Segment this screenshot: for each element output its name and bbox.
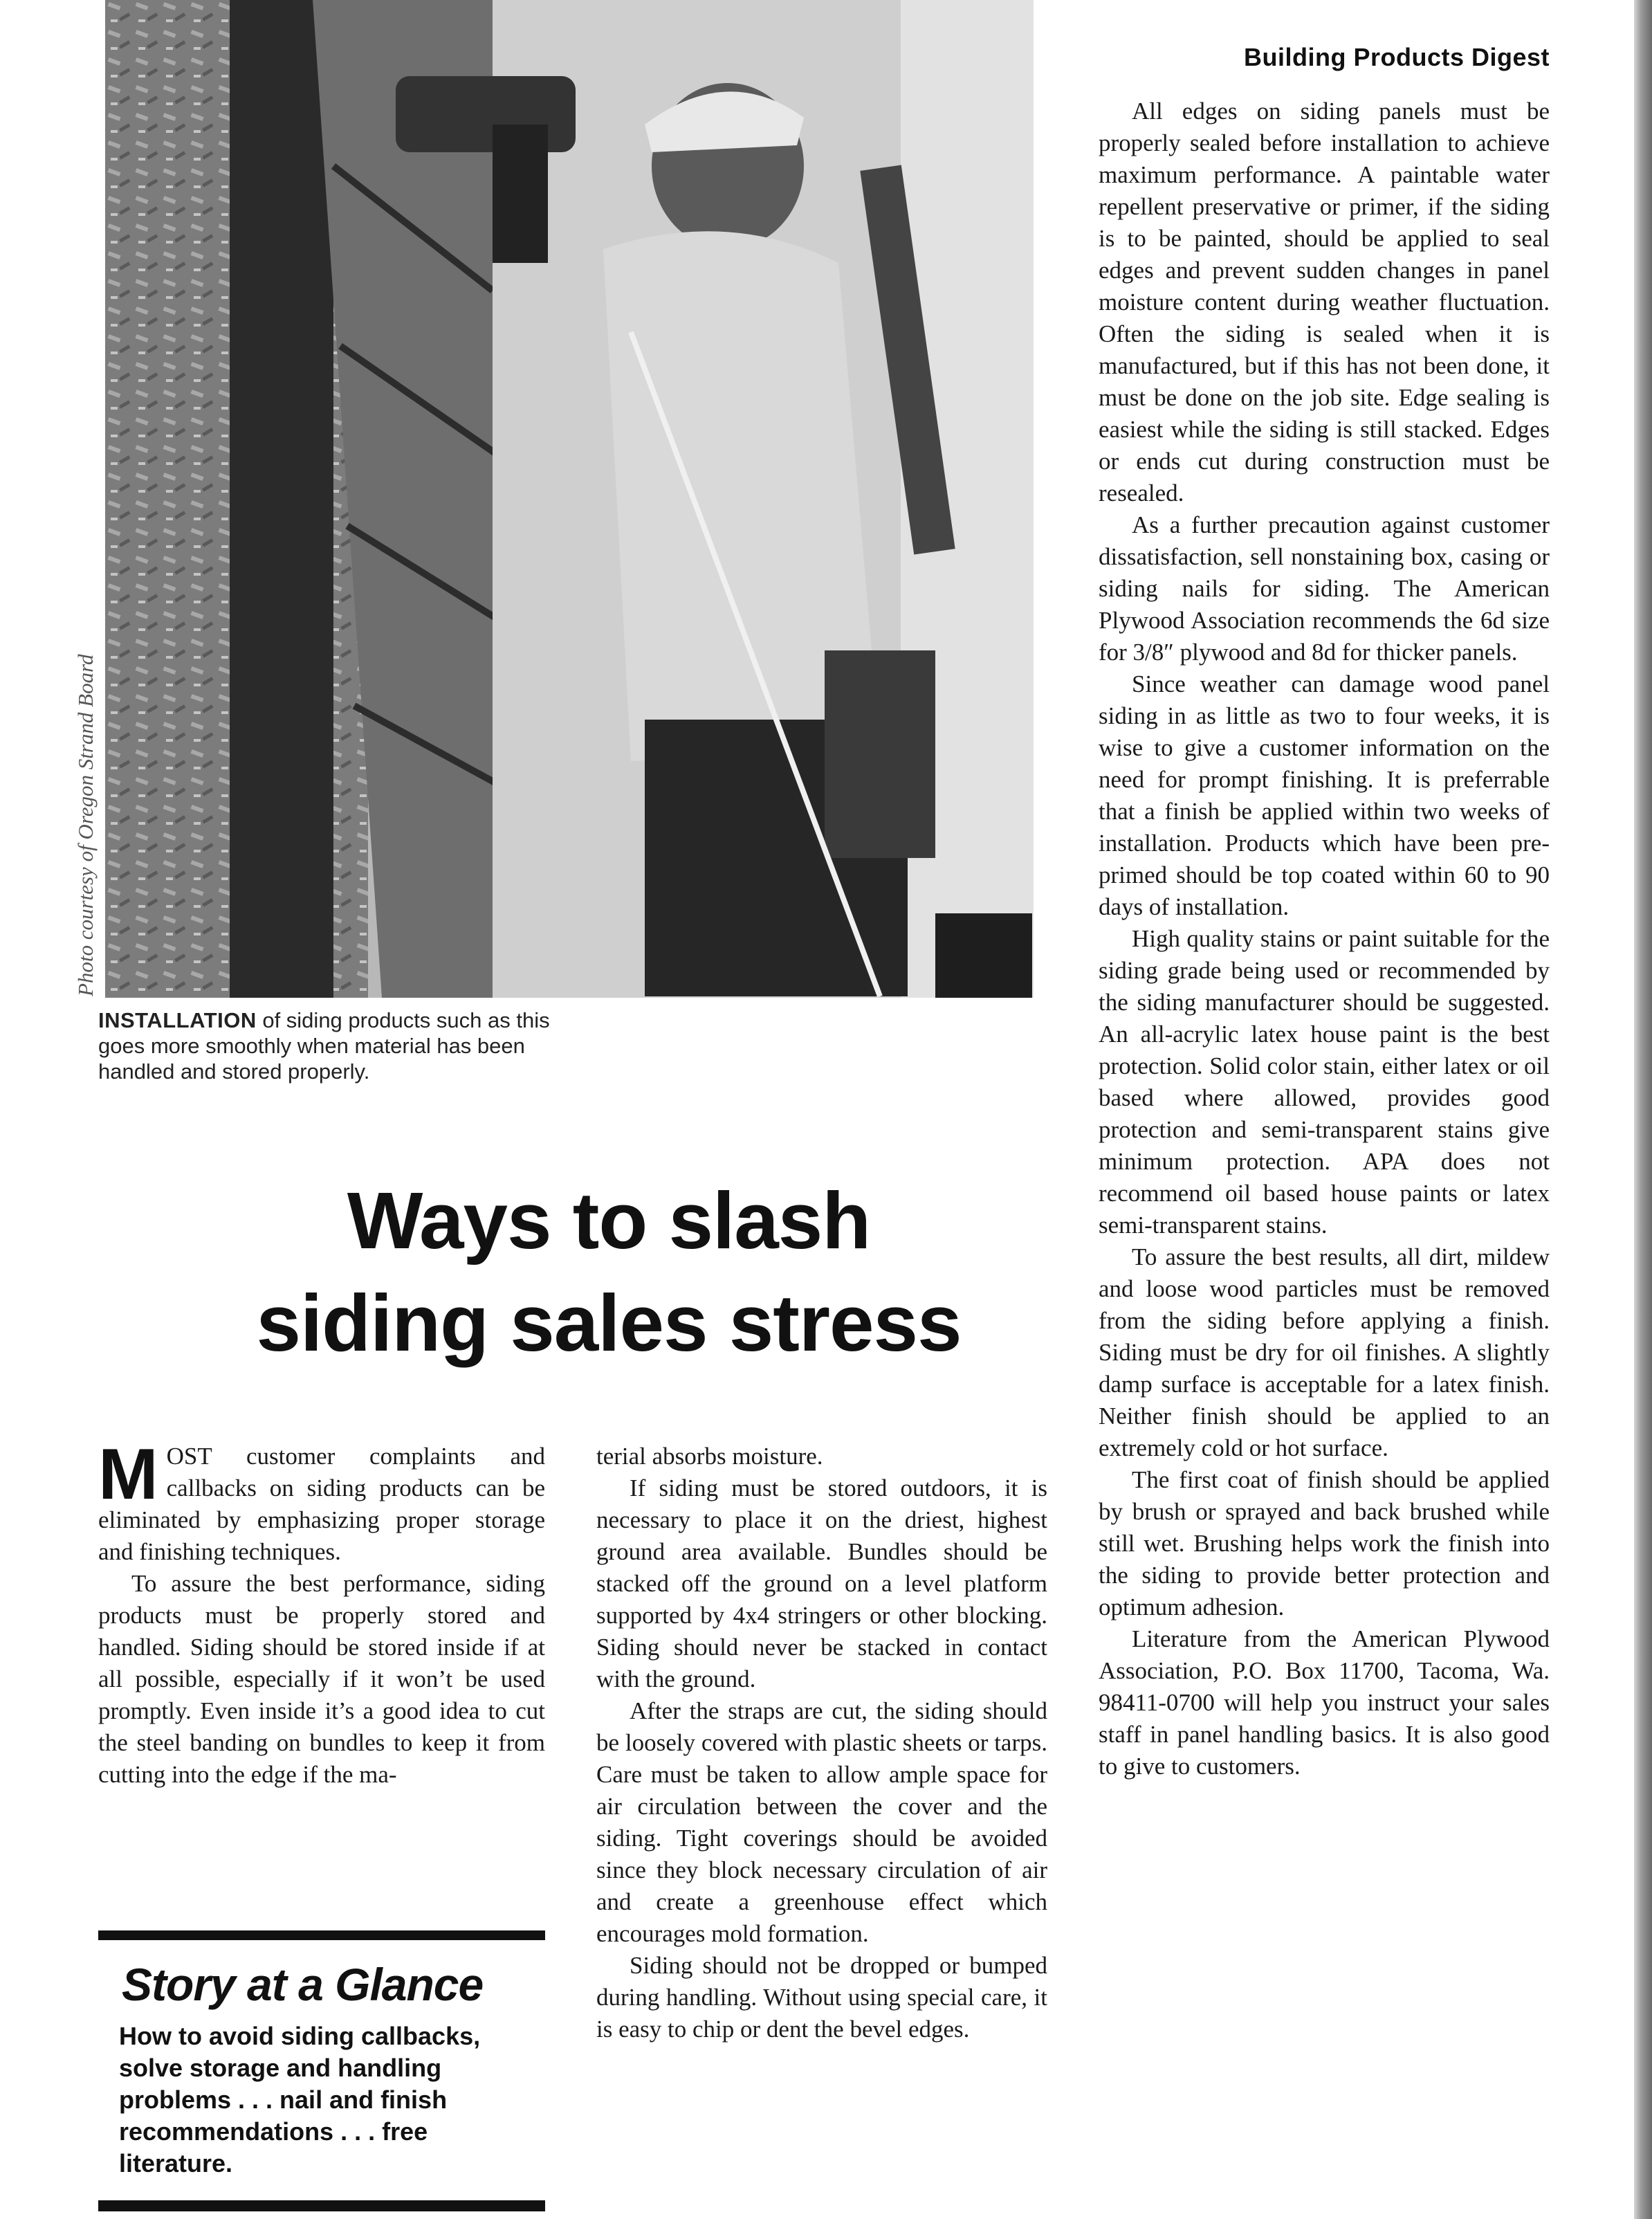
article-column-2 (596, 1441, 1047, 2045)
caption-lead: INSTALLATION (98, 1008, 257, 1032)
caption-text: of siding products such as this goes more smoothly when material has been handled and stored properly. (98, 1008, 550, 1084)
paragraph: To assure the best performance, siding products must be properly stored and handled. Siding should be stored inside if at all possible, especially if it won’t be used promptly. Even inside it’s a good idea to cut the steel banding on bundles to keep it from cutting into the edge if the ma- (98, 1570, 545, 1788)
article-column-1 (98, 1434, 545, 1791)
glance-top-rule (98, 1930, 545, 1940)
paragraph: The first coat of finish should be applied by brush or sprayed and back brushed while still wet. Brushing helps work the finish into the siding to provide better protection and optimum adhesion. (1099, 1466, 1550, 1620)
publication-header: Building Products Digest (1243, 43, 1550, 71)
article-column-3 (1099, 95, 1550, 1782)
paragraph: To assure the best results, all dirt, mildew and loose wood particles must be removed from the siding before applying a finish. Siding must be dry for oil finishes. A slightly damp surface is acceptable for a latex finish. Neither finish should be applied to an extremely cold or hot surface. (1099, 1243, 1550, 1461)
drop-cap: M (98, 1434, 158, 1515)
paragraph-text: OST customer complaints and callbacks on siding products can be eliminated by emphasizing proper storage and finishing techniques. (98, 1443, 545, 1565)
photo-credit: Photo courtesy of Oregon Strand Board (73, 654, 98, 996)
paragraph: terial absorbs moisture. (596, 1443, 823, 1470)
article-headline (111, 1169, 1107, 1374)
installation-photo (105, 0, 1034, 998)
paragraph: High quality stains or paint suitable for the siding grade being used or recommended by the siding manufacturer should be suggested. An all-acrylic latex house paint is the best protection. Solid color stain, either latex or oil based where allowed, provides good protection and semi-transparent stains give minimum protection. APA does not recommend oil based house paints or latex semi-transparent stains. (1099, 925, 1550, 1239)
glance-bottom-rule (98, 2200, 545, 2211)
glance-summary: How to avoid siding callbacks, solve storage and handling problems . . . nail and finish recommendations . . . free literature. (119, 2022, 481, 2177)
glance-title: Story at a Glance (122, 1959, 484, 2010)
photo-caption (98, 1007, 555, 1084)
paragraph: As a further precaution against customer dissatisfaction, sell nonstaining box, casing or siding nails for siding. The American Plywood Association recommends the 6d size for 3/8″ plywood and 8d for thicker panels. (1099, 511, 1550, 666)
paragraph: If siding must be stored outdoors, it is necessary to place it on the driest, highest ground area available. Bundles should be stacked off the ground on a level platform supported by 4x4 stringers or other blocking. Siding should never be stacked in contact with the ground. (596, 1474, 1047, 1692)
story-at-a-glance-box (98, 1930, 545, 2216)
headline-line-1: Ways to slash (347, 1176, 871, 1266)
headline-line-2: siding sales stress (256, 1278, 962, 1368)
paragraph: All edges on siding panels must be properly sealed before installation to achieve maximum performance. A paintable water repellent preservative or primer, if the siding is to be painted, should be applied to seal edges and prevent sudden changes in panel moisture content during weather fluctuation. Often the siding is sealed when it is manufactured, but if this has not been done, it must be done on the job site. Edge sealing is easiest while the siding is still stacked. Edges or ends cut during construction must be resealed. (1099, 98, 1550, 506)
page-edge-shadow (1634, 0, 1652, 2219)
paragraph: After the straps are cut, the siding should be loosely covered with plastic sheets or tarps. Care must be taken to allow ample space for air circulation between the cover and the siding. Tight coverings should be avoided since they block necessary circulation of air and create a greenhouse effect which encourages mold formation. (596, 1697, 1047, 1947)
worker-photo-illustration (105, 0, 1034, 998)
paragraph: Siding should not be dropped or bumped during handling. Without using special care, it is easy to chip or dent the bevel edges. (596, 1952, 1047, 2043)
paragraph: Literature from the American Plywood Association, P.O. Box 11700, Tacoma, Wa. 98411-0700 will help you instruct your sales staff in panel handling basics. It is also good to give to customers. (1099, 1625, 1550, 1780)
paragraph: Since weather can damage wood panel siding in as little as two to four weeks, it is wise to give a customer information on the need for prompt finishing. It is preferrable that a finish be applied within two weeks of installation. Products which have been pre-primed should be top coated within 60 to 90 days of installation. (1099, 670, 1550, 920)
paragraph (98, 1434, 545, 1568)
